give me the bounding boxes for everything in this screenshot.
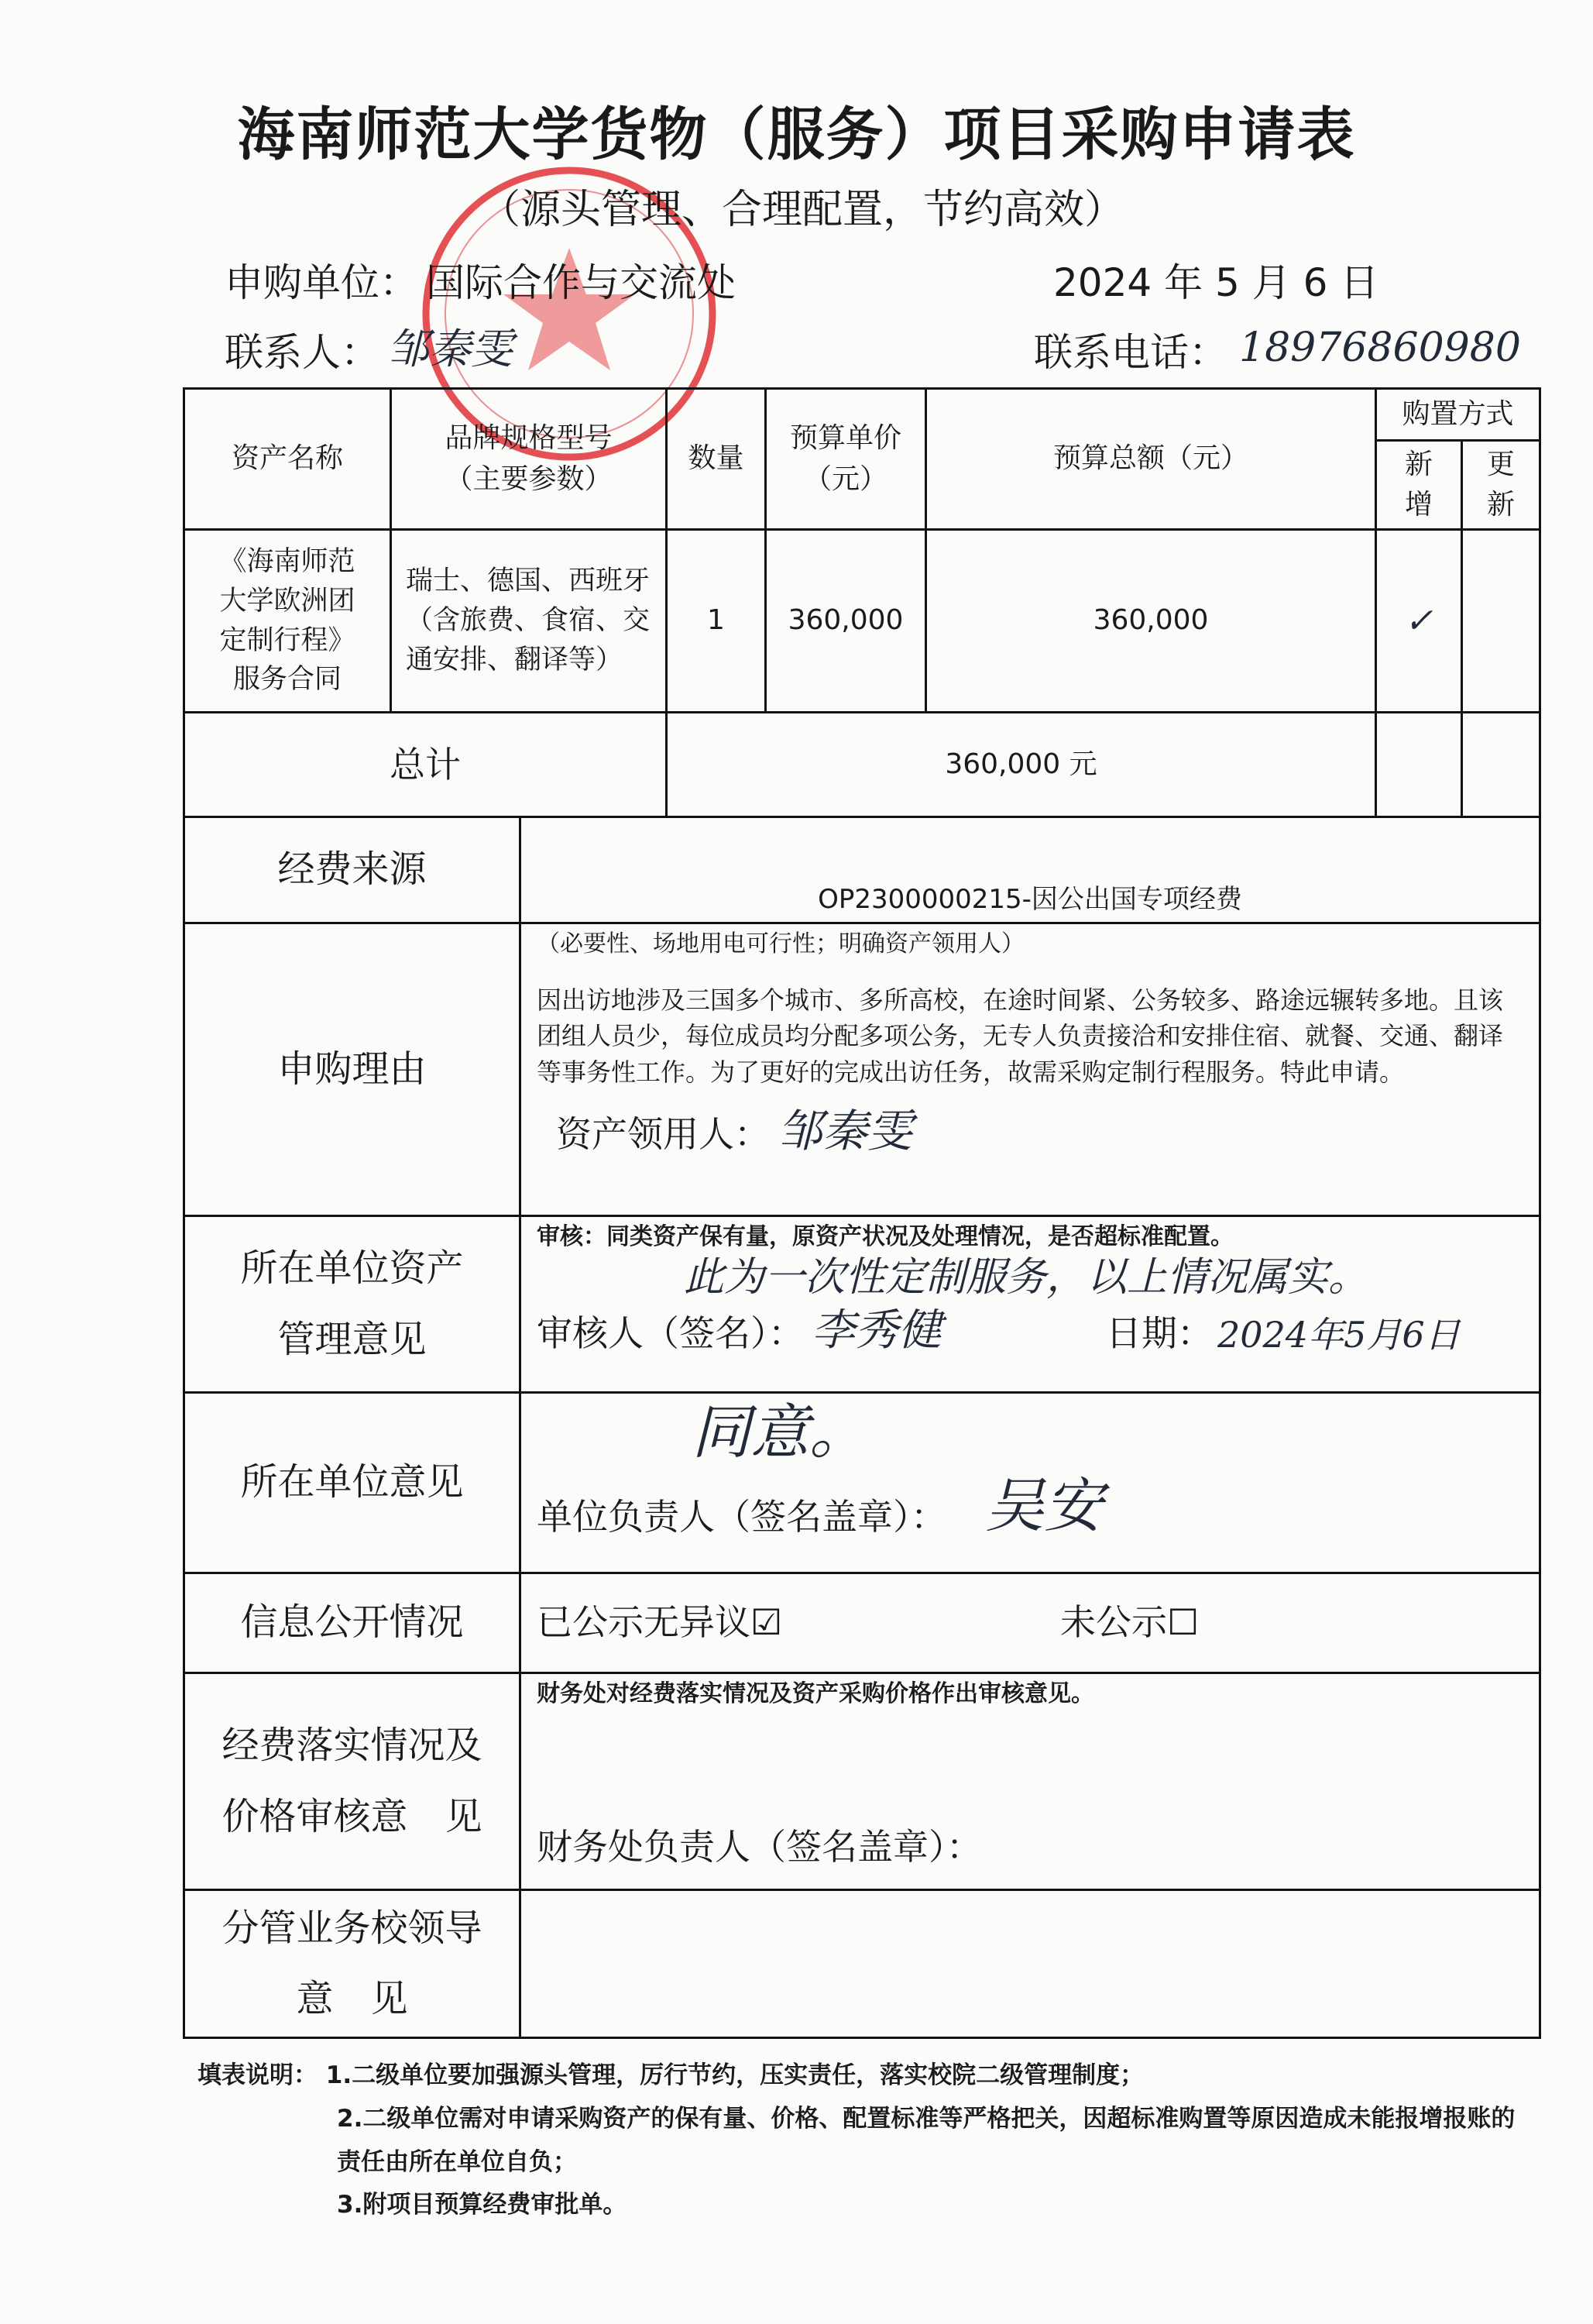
- contact-label: 联系人：: [225, 330, 379, 375]
- finance-label-text: 经费落实情况及价格审核意 见: [221, 1724, 482, 1838]
- table-row: [184, 530, 1540, 713]
- phone-label: 联系电话：: [1034, 330, 1227, 375]
- unit-head-label: 单位负责人（签名盖章）：: [537, 1496, 946, 1538]
- contact-signature: 邹秦雯: [387, 325, 513, 373]
- cell-renew: [1462, 530, 1540, 713]
- header-spec: 品牌规格型号（主要参数）: [391, 389, 667, 530]
- cell-spec: 瑞士、德国、西班牙（含旅费、食宿、交通安排、翻译等）: [391, 530, 667, 713]
- asset-label: [184, 1216, 520, 1393]
- header-renew: 更新: [1462, 441, 1540, 530]
- unit-opinion-cell: [520, 1393, 1540, 1573]
- note-text: 1.二级单位要加强源头管理，厉行节约，压实责任，落实校院二级管理制度；: [325, 2061, 1145, 2089]
- reason-text: 因出访地涉及三国多个城市、多所高校，在途时间紧、公务较多、路途远辗转多地。且该团组人员少，每位成员均分配多项公务，无专人负责接洽和安排住宿、就餐、交通、翻译等事务性工作。为了更好的完成出访任务，故需采购定制行程服务。特此申请。: [537, 985, 1504, 1087]
- info-unpublished-checkbox[interactable]: ☐: [1167, 1601, 1200, 1644]
- reason-hint: （必要性、场地用电可行性；明确资产领用人）: [537, 930, 1025, 957]
- reason-cell: [520, 923, 1540, 1216]
- empty-cell: [1376, 713, 1462, 817]
- header-unit-price: 预算单价（元）: [766, 389, 926, 530]
- header-new: 新增: [1376, 441, 1462, 530]
- unit-head-row: [537, 1472, 1523, 1539]
- unit-opinion-label: 所在单位意见: [184, 1393, 520, 1573]
- reviewer-row: [537, 1306, 1523, 1356]
- header-total: 预算总额（元）: [926, 389, 1376, 530]
- finance-hint: 财务处对经费落实情况及资产采购价格作出审核意见。: [537, 1680, 1094, 1707]
- form-subtitle: （源头管理、合理配置，节约高效）: [480, 187, 1125, 233]
- cell-name: 《海南师范大学欧洲团定制行程》服务合同: [184, 530, 391, 713]
- form-body: [183, 387, 1539, 2227]
- info-published: 已公示无异议: [537, 1601, 750, 1644]
- phone-value: 18976860980: [1239, 325, 1521, 371]
- info-published-checkbox[interactable]: ☑: [750, 1601, 783, 1644]
- recipient-label: 资产领用人：: [556, 1113, 770, 1156]
- reviewer-signature: 李秀健: [812, 1305, 942, 1356]
- form-title: 海南师范大学货物（服务）项目采购申请表: [237, 101, 1356, 168]
- cell-qty: 1: [667, 530, 766, 713]
- total-label: 总计: [184, 713, 667, 817]
- header-purchase-mode: 购置方式: [1376, 389, 1540, 441]
- header-qty: 数量: [667, 389, 766, 530]
- total-value: 360,000 元: [667, 713, 1376, 817]
- items-table: [183, 387, 1541, 818]
- cell-total: 360,000: [926, 530, 1376, 713]
- leader-label-text: 分管业务校领导意 见: [221, 1906, 482, 2020]
- unit-comment: 同意。: [692, 1397, 868, 1466]
- finance-label: [184, 1673, 520, 1890]
- review-date-signature: 2024年5月6日: [1217, 1314, 1461, 1356]
- info-row: [537, 1600, 1523, 1645]
- cell-new-checkmark: ✓: [1376, 530, 1462, 713]
- form-date: 2024 年 5 月 6 日: [1053, 260, 1379, 305]
- notes: [197, 2054, 1539, 2227]
- asset-cell: [520, 1216, 1540, 1393]
- applicant-value: 国际合作与交流处: [426, 260, 736, 305]
- asset-hint: 审核：同类资产保有量，原资产状况及处理情况，是否超标准配置。: [537, 1223, 1234, 1250]
- finance-head-label: 财务处负责人（签名盖章）：: [537, 1826, 982, 1868]
- asset-comment: 此为一次性定制服务，以上情况属实。: [684, 1254, 1369, 1301]
- finance-cell: [520, 1673, 1540, 1890]
- asset-label-text: 所在单位资产管理意见: [240, 1246, 464, 1361]
- notes-label: 填表说明：: [197, 2061, 318, 2089]
- info-unpublished: 未公示: [1060, 1601, 1167, 1644]
- applicant-label: 申购单位：: [225, 260, 418, 305]
- leader-cell: [520, 1890, 1540, 2038]
- note-2: 2.二级单位需对申请采购资产的保有量、价格、配置标准等严格把关，因超标准购置等原因造成未能报增报账的责任由所在单位自负；: [337, 2104, 1516, 2176]
- info-label: 信息公开情况: [184, 1573, 520, 1673]
- review-date-label: 日期：: [1106, 1312, 1213, 1354]
- reason-label: 申购理由: [184, 923, 520, 1216]
- info-cell: [520, 1573, 1540, 1673]
- funding-label: 经费来源: [184, 817, 520, 923]
- recipient-row: [556, 1105, 1523, 1157]
- note-1: [197, 2054, 1539, 2098]
- cell-unit-price: 360,000: [766, 530, 926, 713]
- recipient-signature: 邹秦雯: [778, 1105, 913, 1158]
- reviewer-label: 审核人（签名）：: [537, 1312, 804, 1354]
- details-table: [183, 816, 1541, 2039]
- note-3: 3.附项目预算经费审批单。: [337, 2191, 627, 2219]
- leader-label: [184, 1890, 520, 2038]
- unit-head-signature: 吴安: [985, 1471, 1103, 1541]
- header-name: 资产名称: [184, 389, 391, 530]
- empty-cell: [1462, 713, 1540, 817]
- funding-value: OP2300000215-因公出国专项经费: [520, 817, 1540, 923]
